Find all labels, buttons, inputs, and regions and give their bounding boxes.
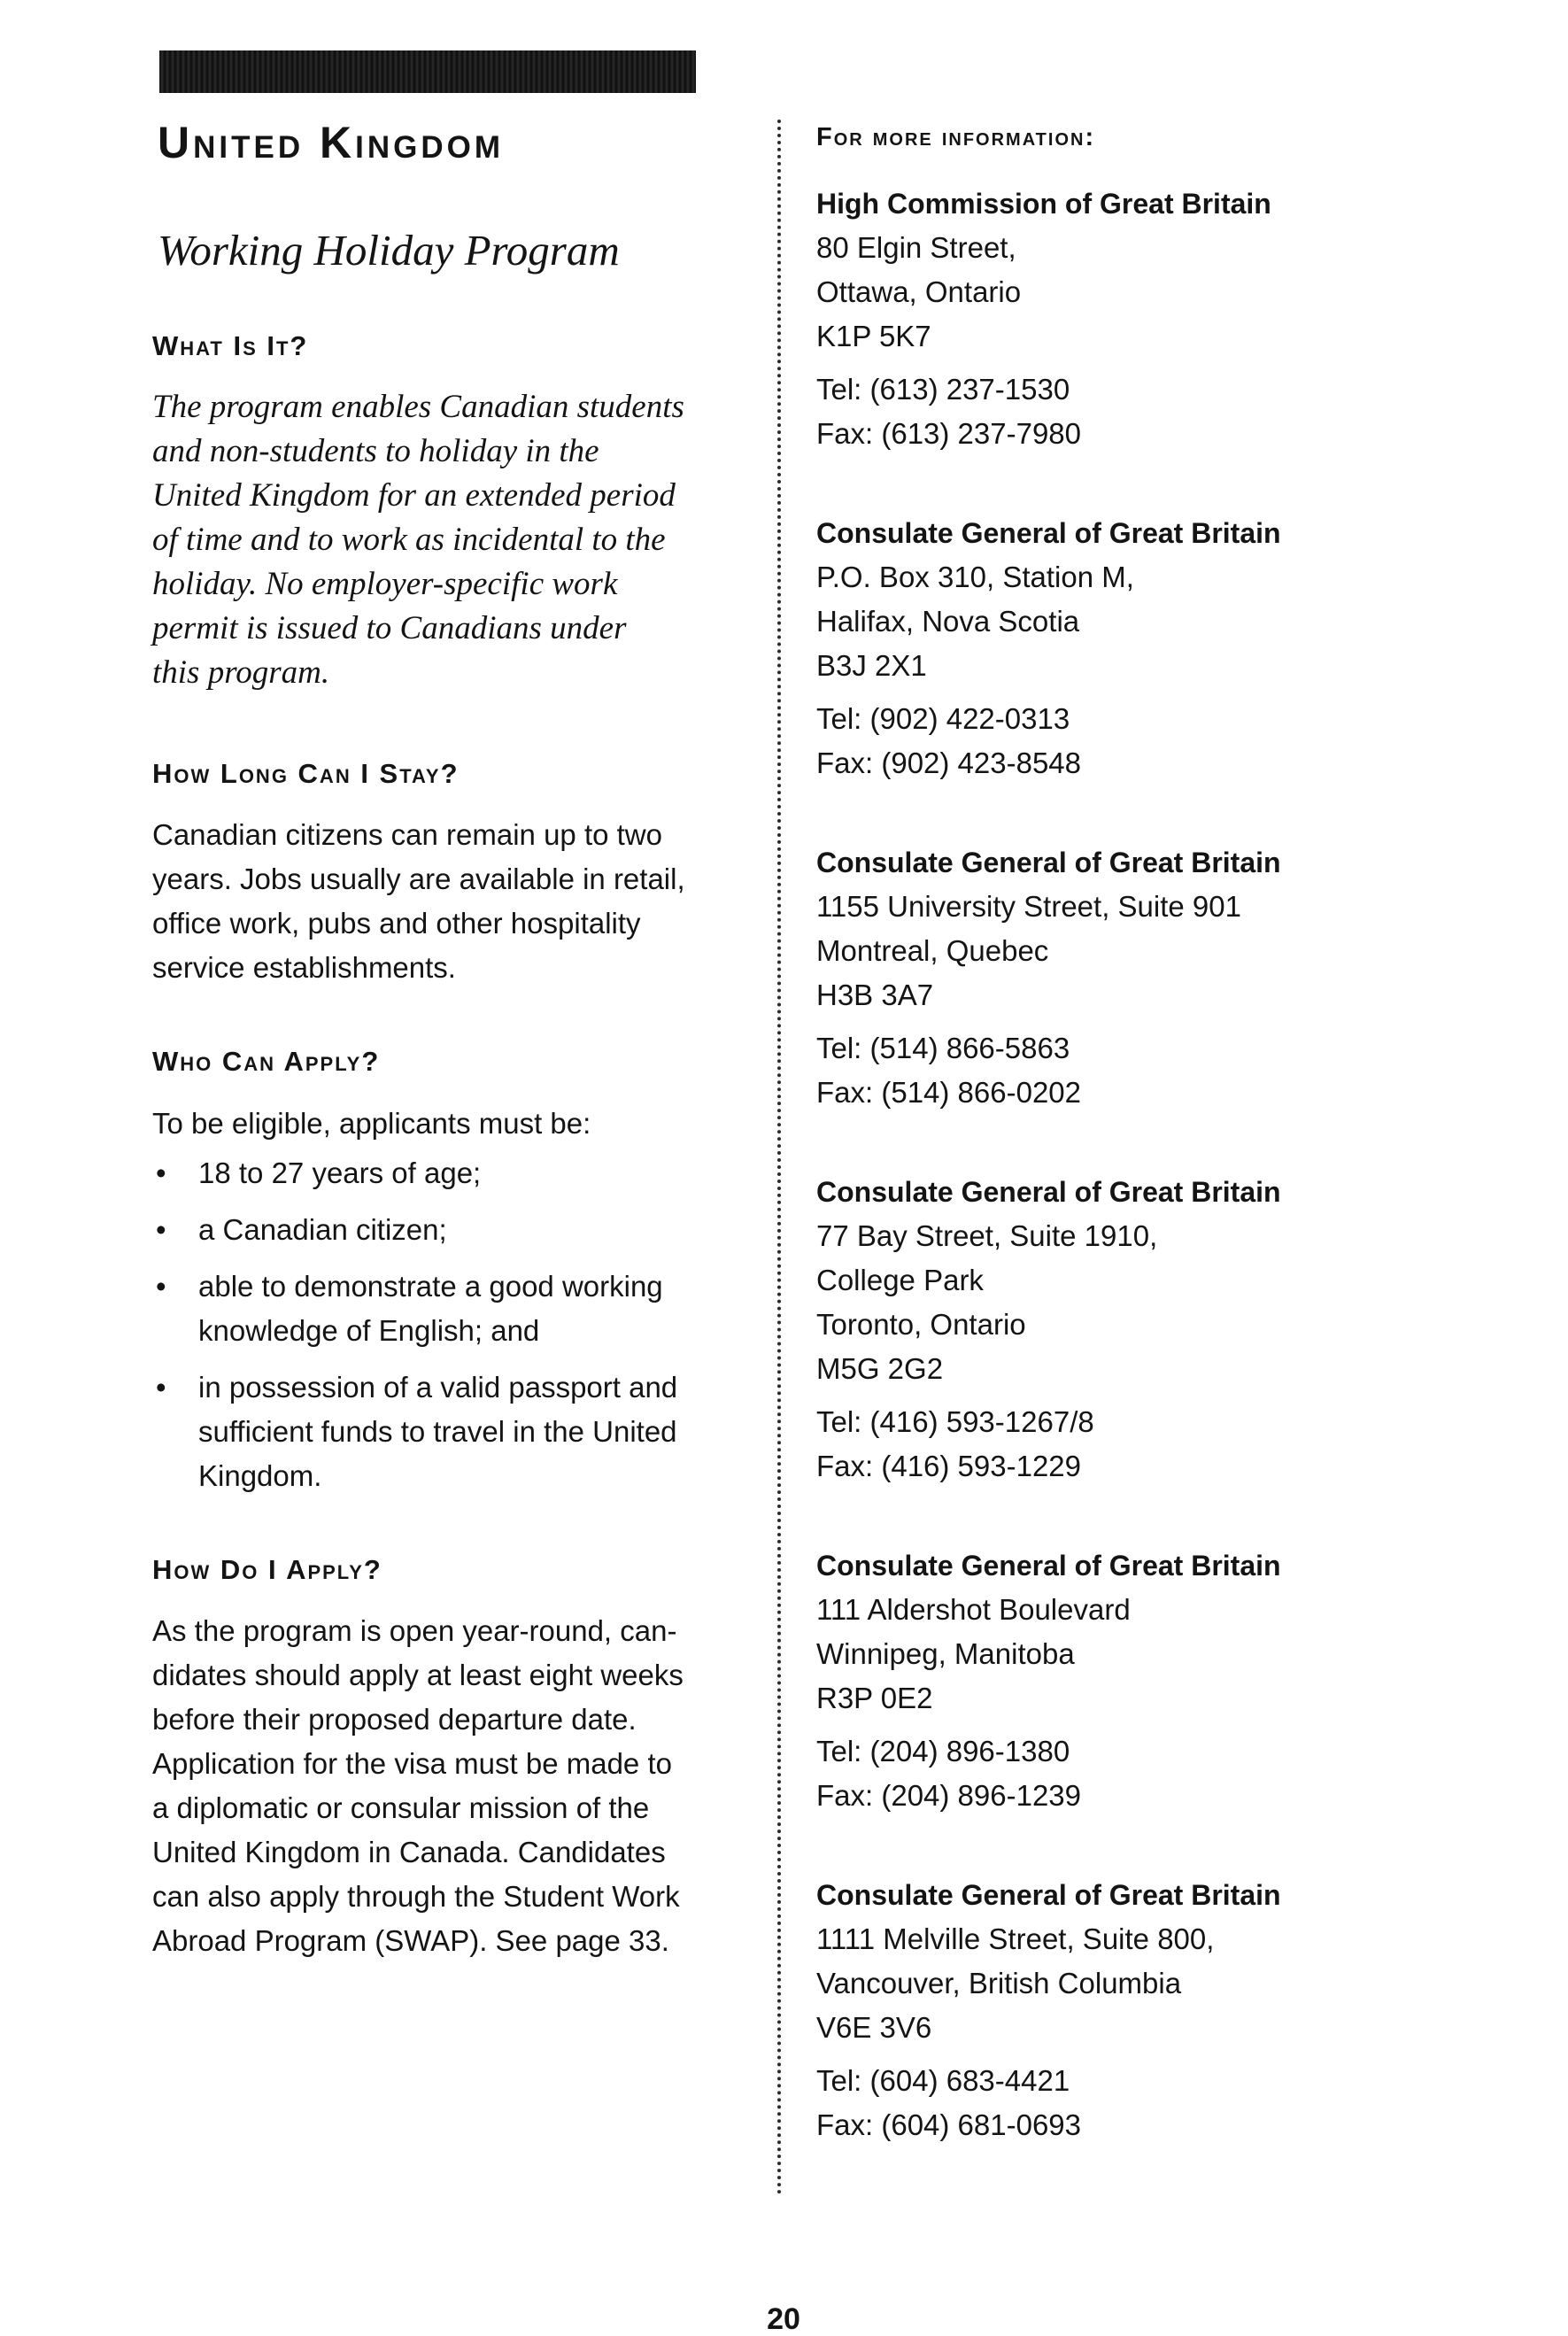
- eligibility-line: able to demonstrate a good working: [198, 1269, 663, 1303]
- right-column: [816, 122, 1427, 2202]
- address-line: H3B 3A7: [816, 978, 934, 1011]
- how-long-line: Canadian citizens can remain up to two: [152, 818, 662, 852]
- address-line: V6E 3V6: [816, 2010, 932, 2044]
- what-is-it-heading: What Is It?: [152, 330, 309, 361]
- how-long-line: service establishments.: [152, 951, 456, 985]
- office-block: [816, 1543, 1427, 1818]
- eligibility-line: 18 to 27 years of age;: [198, 1156, 482, 1189]
- address-line: Toronto, Ontario: [816, 1307, 1026, 1341]
- how-to-apply-line: a diplomatic or consular mission of the: [152, 1791, 650, 1824]
- what-is-it-line: The program enables Canadian students: [152, 389, 684, 426]
- address-line: 80 Elgin Street,: [816, 230, 1016, 264]
- what-is-it-line: and non-students to holiday in the: [152, 433, 599, 470]
- address-line: Halifax, Nova Scotia: [816, 604, 1080, 638]
- fax-line: Fax: (204) 896-1239: [816, 1778, 1082, 1812]
- address-line: College Park: [816, 1263, 984, 1296]
- how-to-apply-line: before their proposed departure date.: [152, 1702, 637, 1736]
- office-block: [816, 840, 1427, 1115]
- office-contacts: [816, 2059, 1427, 2147]
- telephone-line: Tel: (613) 237-1530: [816, 372, 1070, 406]
- how-to-apply-line: United Kingdom in Canada. Candidates: [152, 1835, 666, 1868]
- office-name: Consulate General of Great Britain: [816, 1878, 1281, 1911]
- fax-line: Fax: (902) 423-8548: [816, 746, 1082, 779]
- bullet-icon: •: [156, 1370, 166, 1404]
- address-line: Vancouver, British Columbia: [816, 1966, 1182, 2000]
- office-block: [816, 1170, 1427, 1489]
- office-contacts: [816, 1026, 1427, 1115]
- bullet-icon: •: [156, 1212, 166, 1246]
- office-contacts: [816, 367, 1427, 456]
- how-to-apply-line: Abroad Program (SWAP). See page 33.: [152, 1923, 669, 1957]
- how-long-line: office work, pubs and other hospitality: [152, 907, 641, 940]
- header-bar: [159, 50, 696, 93]
- telephone-line: Tel: (416) 593-1267/8: [816, 1404, 1094, 1438]
- fax-line: Fax: (416) 593-1229: [816, 1449, 1082, 1482]
- fax-line: Fax: (613) 237-7980: [816, 416, 1082, 450]
- how-to-apply-line: didates should apply at least eight weeks: [152, 1658, 684, 1691]
- what-is-it-line: United Kingdom for an extended period: [152, 477, 676, 514]
- eligibility-item: [152, 1151, 756, 1195]
- eligibility-list: [152, 1151, 756, 1498]
- address-line: K1P 5K7: [816, 319, 931, 352]
- office-block: [816, 182, 1427, 456]
- address-line: 1111 Melville Street, Suite 800,: [816, 1922, 1215, 1955]
- how-long-line: years. Jobs usually are available in retail,: [152, 862, 685, 896]
- address-line: B3J 2X1: [816, 648, 927, 682]
- office-name: Consulate General of Great Britain: [816, 1549, 1281, 1582]
- page-title: United Kingdom: [158, 118, 504, 167]
- eligibility-line: a Canadian citizen;: [198, 1212, 447, 1246]
- how-long-heading: How Long Can I Stay?: [152, 758, 460, 790]
- office-name: High Commission of Great Britain: [816, 187, 1271, 220]
- how-long-body: [152, 813, 756, 990]
- office-block: [816, 511, 1427, 785]
- bullet-icon: •: [156, 1269, 166, 1303]
- address-line: 111 Aldershot Boulevard: [816, 1592, 1131, 1626]
- address-line: Winnipeg, Manitoba: [816, 1636, 1075, 1670]
- eligibility-item: [152, 1365, 756, 1498]
- office-block: [816, 1873, 1427, 2147]
- column-divider: [777, 120, 781, 2196]
- how-to-apply-line: Application for the visa must be made to: [152, 1746, 672, 1780]
- address-line: M5G 2G2: [816, 1351, 944, 1385]
- how-to-apply-heading: How Do I Apply?: [152, 1553, 382, 1585]
- what-is-it-body: [152, 385, 756, 695]
- eligibility-line: Kingdom.: [198, 1458, 322, 1492]
- more-info-heading: For more information:: [816, 123, 1096, 151]
- who-can-apply-intro: To be eligible, applicants must be:: [152, 1106, 591, 1140]
- who-can-apply-heading: Who Can Apply?: [152, 1046, 381, 1078]
- address-line: Ottawa, Ontario: [816, 275, 1022, 308]
- office-contacts: [816, 697, 1427, 785]
- how-to-apply-body: [152, 1609, 756, 1963]
- how-to-apply-line: can also apply through the Student Work: [152, 1879, 680, 1913]
- address-line: P.O. Box 310, Station M,: [816, 560, 1134, 593]
- telephone-line: Tel: (604) 683-4421: [816, 2063, 1070, 2097]
- fax-line: Fax: (604) 681-0693: [816, 2108, 1082, 2141]
- office-contacts: [816, 1729, 1427, 1818]
- address-line: Montreal, Quebec: [816, 933, 1049, 967]
- address-line: 77 Bay Street, Suite 1910,: [816, 1218, 1158, 1252]
- office-name: Consulate General of Great Britain: [816, 1175, 1281, 1208]
- what-is-it-line: permit is issued to Canadians under: [152, 610, 627, 647]
- telephone-line: Tel: (204) 896-1380: [816, 1734, 1070, 1767]
- how-to-apply-line: As the program is open year-round, can-: [152, 1613, 677, 1647]
- what-is-it-line: of time and to work as incidental to the: [152, 522, 666, 559]
- program-subtitle: Working Holiday Program: [158, 226, 620, 275]
- bullet-icon: •: [156, 1156, 166, 1189]
- telephone-line: Tel: (514) 866-5863: [816, 1031, 1070, 1064]
- page-number: 20: [767, 2302, 800, 2336]
- eligibility-line: in possession of a valid passport and: [198, 1370, 678, 1404]
- what-is-it-line: holiday. No employer-specific work: [152, 566, 618, 603]
- left-column: [152, 329, 756, 2018]
- address-line: 1155 University Street, Suite 901: [816, 889, 1241, 923]
- eligibility-line: sufficient funds to travel in the United: [198, 1414, 677, 1448]
- office-name: Consulate General of Great Britain: [816, 516, 1281, 549]
- fax-line: Fax: (514) 866-0202: [816, 1075, 1082, 1109]
- what-is-it-line: this program.: [152, 654, 330, 692]
- office-name: Consulate General of Great Britain: [816, 846, 1281, 878]
- eligibility-item: [152, 1265, 756, 1353]
- eligibility-line: knowledge of English; and: [198, 1313, 540, 1347]
- eligibility-item: [152, 1208, 756, 1252]
- office-contacts: [816, 1400, 1427, 1489]
- telephone-line: Tel: (902) 422-0313: [816, 701, 1070, 735]
- address-line: R3P 0E2: [816, 1681, 933, 1714]
